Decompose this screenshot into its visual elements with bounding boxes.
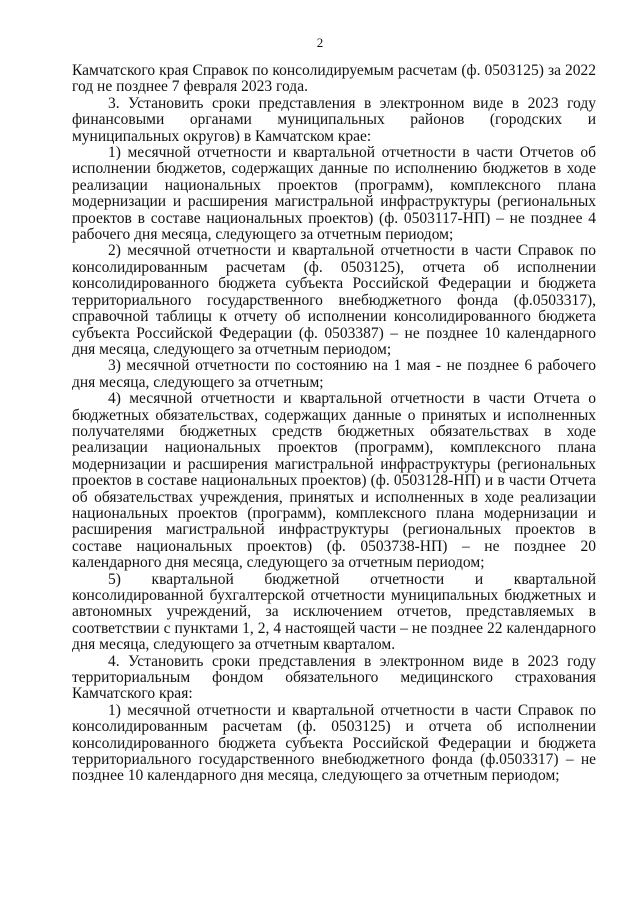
paragraph-item-3-5: 5) квартальной бюджетной отчетности и квартальной консолидированной бухгалтерской отчетности муниципальных бюджетных и автономных учреждений, за исключением отчетов, представляемых в соответствии с пунктами 1, 2, 4 настоящей части – не позднее 22 календарного дня месяца, следующего за отчетным кварталом. bbox=[72, 570, 596, 654]
paragraph-continuation: Камчатского края Справок по консолидируемым расчетам (ф. 0503125) за 2022 год не позднее 7 февраля 2023 года. bbox=[72, 62, 596, 96]
document-body bbox=[72, 63, 596, 785]
page-number: 2 bbox=[316, 35, 324, 50]
paragraph-item-4: 4. Установить сроки представления в электронном виде в 2023 году территориальным фондом обязательного медицинского страхования Камчатского края: bbox=[72, 652, 596, 703]
paragraph-item-3-3: 3) месячной отчетности по состоянию на 1 мая - не позднее 6 рабочего дня месяца, следующего за отчетным; bbox=[72, 357, 596, 391]
paragraph-item-3: 3. Установить сроки представления в электронном виде в 2023 году финансовыми органами муниципальных районов (городских и муниципальных округов) в Камчатском крае: bbox=[72, 94, 596, 145]
paragraph-item-4-1: 1) месячной отчетности и квартальной отчетности в части Справок по консолидированным расчетам (ф. 0503125) и отчета об исполнении консолидированного бюджета субъекта Российской Федерации и бюджета территориального государственного внебюджетного фонда (ф.0503317) – не позднее 10 календарного дня месяца, следующего за отчетным периодом; bbox=[72, 701, 596, 785]
paragraph-item-3-4: 4) месячной отчетности и квартальной отчетности в части Отчета о бюджетных обязательствах, содержащих данные о принятых и исполненных получателями бюджетных средств бюджетных обязательствах в ходе реализации национальных проектов (программ), комплексного плана модернизации и расширения магистральной инфраструктуры (региональных проектов в составе национальных проектов) (ф. 0503128-НП) и в части Отчета об обязательствах учреждения, принятых и исполненных в ходе реализации национальных проектов (программ), комплексного плана модернизации и расширения магистральной инфраструктуры (региональных проектов в составе национальных проектов) (ф. 0503738-НП) – не позднее 20 календарного дня месяца, следующего за отчетным периодом; bbox=[72, 390, 596, 572]
paragraph-item-3-2: 2) месячной отчетности и квартальной отчетности в части Справок по консолидированным расчетам (ф. 0503125), отчета об исполнении консолидированного бюджета субъекта Российской Федерации и бюджета территориального государственного внебюджетного фонда (ф.0503317), справочной таблицы к отчету об исполнении консолидированного бюджета субъекта Российской Федерации (ф. 0503387) – не позднее 10 календарного дня месяца, следующего за отчетным периодом; bbox=[72, 242, 596, 358]
paragraph-item-3-1: 1) месячной отчетности и квартальной отчетности в части Отчетов об исполнении бюджетов, содержащих данные по исполнению бюджетов в ходе реализации национальных проектов (программ), комплексного плана модернизации и расширения магистральной инфраструктуры (региональных проектов в составе национальных проектов) (ф. 0503117-НП) – не позднее 4 рабочего дня месяца, следующего за отчетным периодом; bbox=[72, 144, 596, 244]
